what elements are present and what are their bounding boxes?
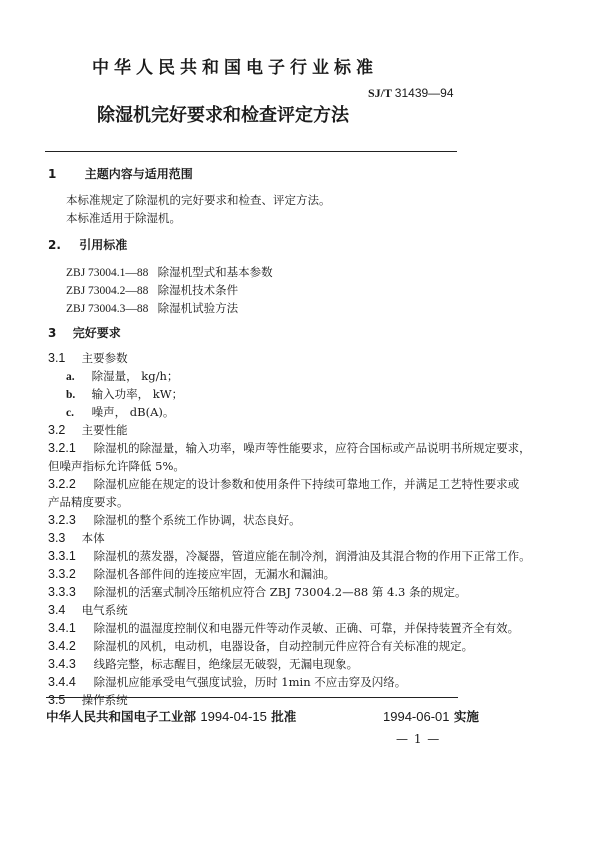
clause-number: 3.4.3 — [48, 657, 76, 671]
list-marker: c. — [66, 407, 74, 419]
issuing-ministry: 中华人民共和国电子工业部 — [46, 709, 197, 724]
subsection-title: 操作系统 — [81, 693, 128, 707]
reference-item — [66, 264, 273, 280]
clause-continuation: 但噪声指标允许降低 5%。 — [48, 459, 185, 473]
approval-line — [46, 707, 296, 725]
section-title: 引用标准 — [79, 238, 128, 252]
clause-text: 除湿机的除湿量，输入功率，噪声等性能要求，应符合国标或产品说明书所规定要求， — [93, 441, 531, 455]
list-text: 输入功率， kW； — [91, 387, 184, 401]
clause-number: 3.3.1 — [48, 549, 76, 563]
document-title: 除湿机完好要求和检查评定方法 — [97, 105, 349, 126]
effective-date: 1994-06-01 — [383, 709, 450, 724]
clause — [48, 674, 406, 690]
effective-line — [383, 707, 479, 725]
clause-number: 3.4.2 — [48, 639, 76, 653]
clause-continuation: 产品精度要求。 — [48, 495, 129, 509]
approval-label: 批准 — [271, 709, 297, 724]
subsection-3-3-heading — [48, 530, 105, 546]
clause-number: 3.4.1 — [48, 621, 76, 635]
clause-text: 除湿机应能承受电气强度试验，历时 1min 不应击穿及闪络。 — [93, 675, 407, 689]
subsection-3-4-heading — [48, 602, 128, 618]
section-title: 完好要求 — [72, 326, 121, 340]
clause-text: 除湿机各部件间的连接应牢固，无漏水和漏油。 — [93, 567, 336, 581]
section-1-heading — [48, 165, 193, 182]
section-3-heading — [48, 324, 121, 341]
list-marker: a. — [66, 371, 75, 383]
section-number: 2. — [48, 238, 61, 252]
subsection-number: 3.3 — [48, 531, 66, 545]
section-2-heading — [48, 236, 127, 253]
clause-number: 3.2.1 — [48, 441, 76, 455]
clause-text: 线路完整，标志醒目，绝缘层无破裂，无漏电现象。 — [93, 657, 359, 671]
list-marker: b. — [66, 389, 76, 401]
reference-code: ZBJ 73004.1—88 — [66, 267, 149, 279]
subsection-number: 3.2 — [48, 423, 66, 437]
issuing-body-heading: 中华人民共和国电子行业标准 — [92, 58, 378, 78]
clause-text: 除湿机应能在规定的设计参数和使用条件下持续可靠地工作，并满足工艺特性要求或 — [93, 477, 520, 491]
header-divider — [45, 151, 457, 152]
list-text: 噪声， dB(A)。 — [91, 405, 175, 419]
clause-number: 3.2.3 — [48, 513, 76, 527]
subsection-title: 主要性能 — [81, 423, 128, 437]
clause — [48, 620, 519, 636]
section-title: 主题内容与适用范围 — [84, 167, 193, 181]
reference-code: ZBJ 73004.3—88 — [66, 303, 149, 315]
reference-title: 除湿机试验方法 — [157, 301, 239, 315]
clause-text: 除湿机的整个系统工作协调，状态良好。 — [93, 513, 301, 527]
clause — [48, 566, 335, 582]
subsection-title: 电气系统 — [81, 603, 128, 617]
reference-title: 除湿机型式和基本参数 — [157, 265, 273, 279]
standard-code — [368, 86, 454, 101]
clause — [48, 584, 466, 600]
subsection-3-1-heading — [48, 350, 128, 366]
subsection-title: 主要参数 — [81, 351, 128, 365]
paragraph: 本标准规定了除湿机的完好要求和检查、评定方法。 — [66, 193, 331, 207]
clause — [48, 638, 473, 654]
list-item — [66, 386, 183, 402]
section-number: 3 — [48, 326, 57, 340]
section-number: 1 — [48, 167, 57, 181]
subsection-number: 3.5 — [48, 693, 66, 707]
paragraph: 本标准适用于除湿机。 — [66, 211, 181, 225]
page-number: — 1 — — [396, 732, 441, 746]
clause-text: 除湿机的活塞式制冷压缩机应符合 ZBJ 73004.2—88 第 4.3 条的规定。 — [93, 585, 467, 599]
approval-date: 1994-04-15 — [200, 709, 267, 724]
reference-title: 除湿机技术条件 — [157, 283, 239, 297]
standard-code-number: 31439—94 — [394, 86, 454, 100]
clause-number: 3.3.2 — [48, 567, 76, 581]
clause-text: 除湿机的温湿度控制仪和电器元件等动作灵敏、正确、可靠，并保持装置齐全有效。 — [93, 621, 520, 635]
footer-divider — [46, 697, 458, 698]
clause — [48, 476, 519, 492]
clause-number: 3.3.3 — [48, 585, 76, 599]
reference-item — [66, 282, 238, 298]
subsection-3-5-heading — [48, 692, 128, 708]
subsection-number: 3.4 — [48, 603, 66, 617]
clause — [48, 548, 531, 564]
list-item — [66, 368, 178, 384]
effective-label: 实施 — [453, 709, 479, 724]
reference-code: ZBJ 73004.2—88 — [66, 285, 149, 297]
clause-text: 除湿机的蒸发器，冷凝器，管道应能在制冷剂，润滑油及其混合物的作用下正常工作。 — [93, 549, 531, 563]
clause — [48, 512, 301, 528]
list-item — [66, 404, 174, 420]
clause-number: 3.2.2 — [48, 477, 76, 491]
standard-code-prefix: SJ/T — [368, 86, 392, 100]
clause-text: 除湿机的风机，电动机，电器设备，自动控制元件应符合有关标准的规定。 — [93, 639, 474, 653]
subsection-title: 本体 — [81, 531, 105, 545]
clause — [48, 440, 531, 456]
list-text: 除湿量， kg/h； — [91, 369, 179, 383]
clause-number: 3.4.4 — [48, 675, 76, 689]
clause — [48, 656, 358, 672]
subsection-3-2-heading — [48, 422, 128, 438]
subsection-number: 3.1 — [48, 351, 66, 365]
reference-item — [66, 300, 238, 316]
